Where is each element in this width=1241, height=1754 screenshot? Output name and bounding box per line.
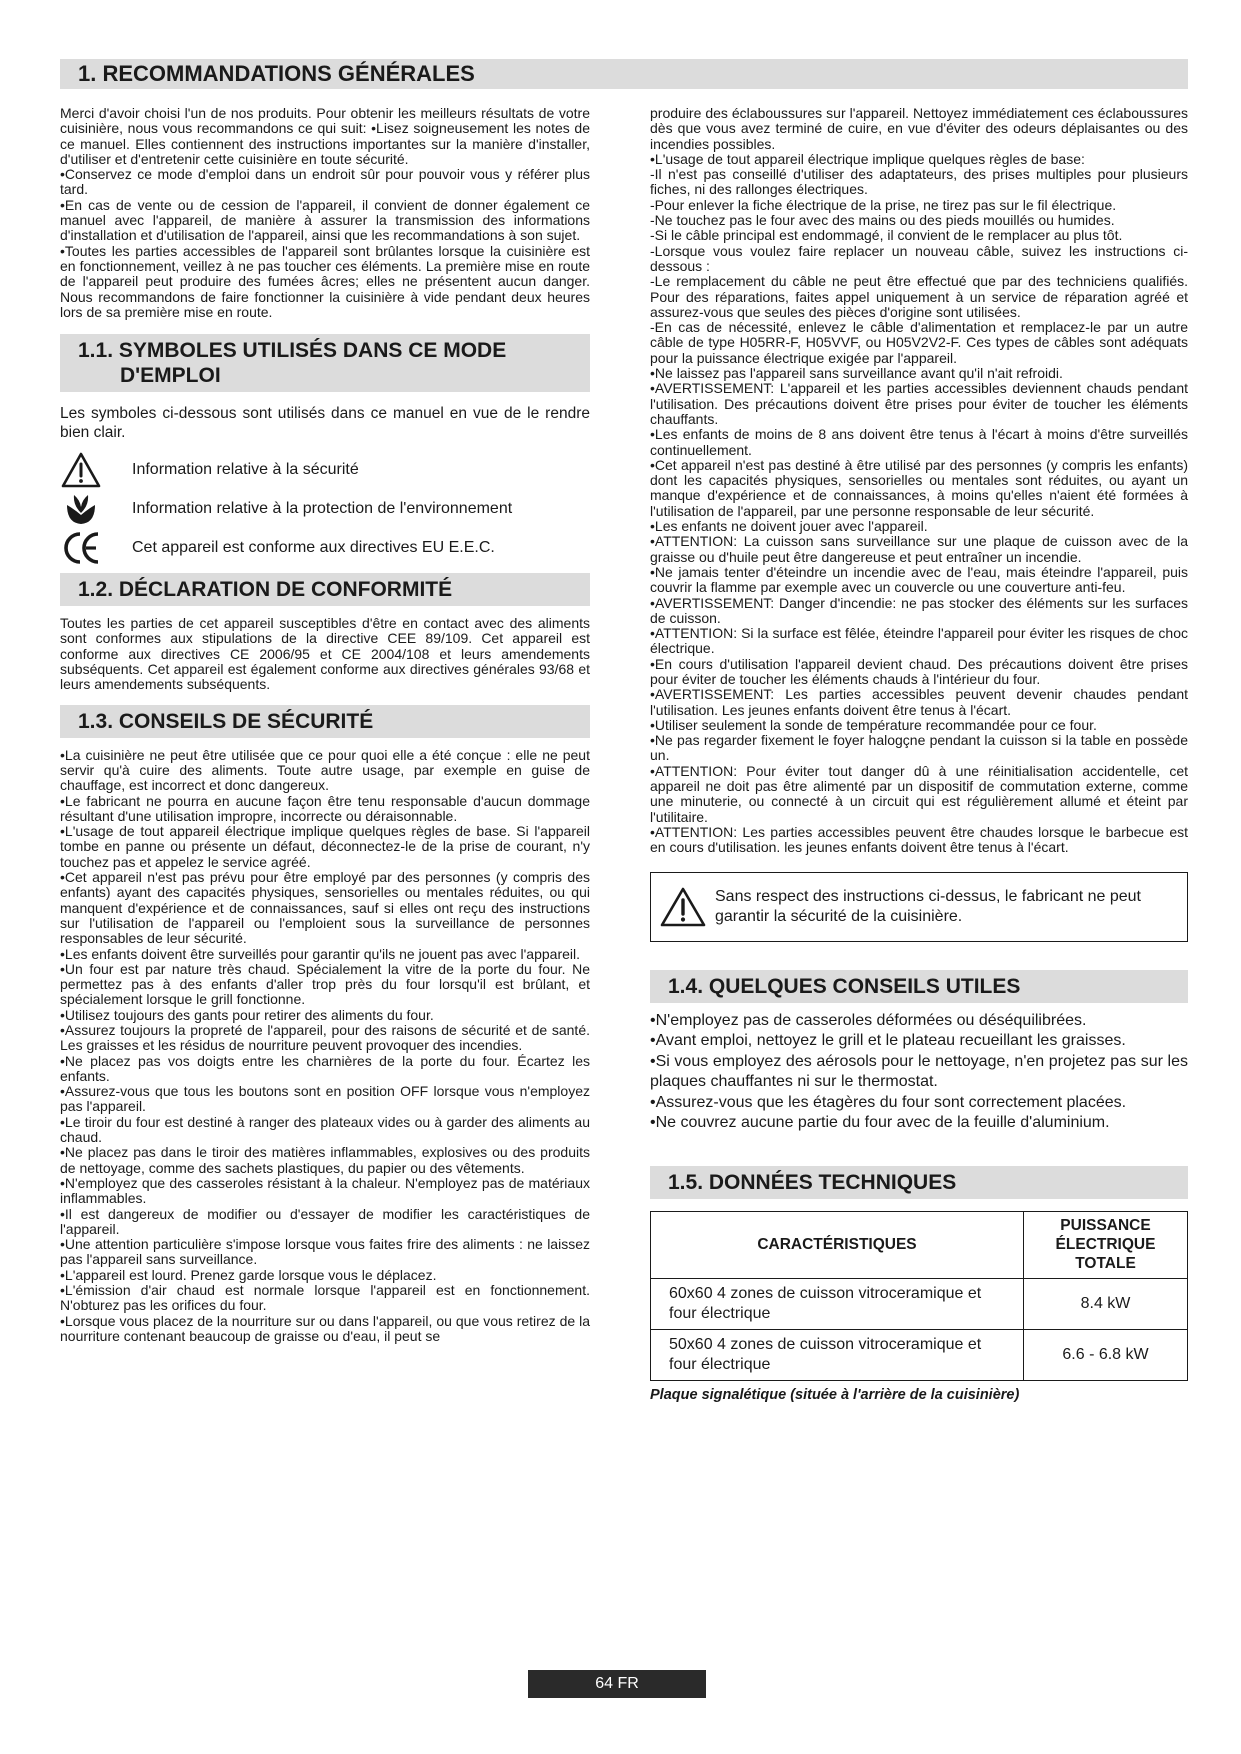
column-header-power: PUISSANCE ÉLECTRIQUE TOTALE xyxy=(1024,1211,1188,1278)
paragraph: •Une attention particulière s'impose lorsque vous faites frire des aliments : ne laissez pas l'appareil sans surveillance. xyxy=(60,1236,590,1268)
paragraph: •ATTENTION: Si la surface est fêlée, éteindre l'appareil pour éviter les risques de choc électrique. xyxy=(650,625,1188,657)
paragraph: •ATTENTION: Pour éviter tout danger dû à une réinitialisation accidentelle, cet appareil ne doit pas être alimenté par un dispositif de commutation externe, comme une minuterie, ou connecté à un circuit qui est régulièrement allumé et éteint par l'utilitaire. xyxy=(650,762,1188,825)
paragraph: •Il est dangereux de modifier ou d'essayer de modifier les caractéristiques de l'appareil. xyxy=(60,1205,590,1237)
paragraph: •Ne pas regarder fixement le foyer halogçne pendant la cuisson si la table en possède un. xyxy=(650,732,1188,764)
paragraph: Merci d'avoir choisi l'un de nos produits. Pour obtenir les meilleurs résultats de votre cuisinière, nous vous recommandons ce qui suit: •Lisez soigneusement les notes de ce manuel. Elles contiennent des instructions importantes sur la manière d'installer, d'utiliser et d'entretenir cette cuisinière en toute sécurité. xyxy=(60,105,590,167)
symbol-row-safety xyxy=(60,450,590,489)
paragraph: •En cours d'utilisation l'appareil devient chaud. Des précautions doivent être prises pour éviter de toucher les éléments chauds à l'intérieur du four. xyxy=(650,655,1188,687)
cell-characteristic: 50x60 4 zones de cuisson vitroceramique et four électrique xyxy=(651,1329,1024,1380)
paragraph: •AVERTISSEMENT: Danger d'incendie: ne pas stocker des éléments sur les surfaces de cuisson. xyxy=(650,594,1188,626)
paragraph: •L'émission d'air chaud est normale lorsque l'appareil est en fonctionnement. N'obturez pas les orifices du four. xyxy=(60,1282,590,1314)
paragraph: •L'usage de tout appareil électrique implique quelques règles de base: xyxy=(650,150,1085,167)
paragraph: •La cuisinière ne peut être utilisée que ce pour quoi elle a été conçue : elle ne peut servir qu'à cuire des aliments. Toute autre usage, par exemple en guise de chauffage, est incorrect et donc dangereux. xyxy=(60,746,590,794)
paragraph: -Il n'est pas conseillé d'utiliser des adaptateurs, des prises multiples pour plusieurs fiches, ni des rallonges électriques. xyxy=(650,166,1188,198)
paragraph: •Les enfants de moins de 8 ans doivent être tenus à l'écart à moins d'être surveillés continuellement. xyxy=(650,426,1188,458)
conformity-section-title: 1.2. DÉCLARATION DE CONFORMITÉ xyxy=(60,573,590,606)
warning-text: Sans respect des instructions ci-dessus, le fabricant ne peut garantir la sécurité de la cuisinière. xyxy=(715,887,1141,925)
paragraph: •Ne jamais tenter d'éteindre un incendie avec de l'eau, mais éteindre l'appareil, puis couvrir la flamme par exemple avec un couvercle ou une couverture anti-feu. xyxy=(650,563,1188,596)
warning-triangle-icon xyxy=(60,451,102,489)
list-item: •Assurez-vous que les étagères du four sont correctement placées. xyxy=(650,1093,1127,1111)
list-item: •Ne couvrez aucune partie du four avec de la feuille d'aluminium. xyxy=(650,1114,1110,1132)
symbol-label: Information relative à la sécurité xyxy=(132,460,359,478)
symbol-row-ce xyxy=(60,528,590,567)
page-number: 64 FR xyxy=(528,1670,706,1698)
paragraph: •Cet appareil n'est pas prévu pour être employé par des personnes (y compris des enfants) ayant des capacités physiques, sensorielles ou mentales réduites, ou qui manquent d'expérience et de connaissances, sauf si elles ont reçu des instructions sur l'utilisation de l'appareil ou l'emploient sous la surveillance de personnes responsables de leur sécurité. xyxy=(60,869,590,947)
table-caption: Plaque signalétique (située à l'arrière de la cuisinière) xyxy=(650,1386,1020,1403)
warning-box xyxy=(650,872,1188,942)
cell-power: 8.4 kW xyxy=(1024,1278,1188,1329)
paragraph: •Le tiroir du four est destiné à ranger des plateaux vides ou à garder des aliments au chaud. xyxy=(60,1113,590,1146)
symbol-label: Information relative à la protection de l'environnement xyxy=(132,499,513,517)
paragraph: -Si le câble principal est endommagé, il convient de le remplacer au plus tôt. xyxy=(650,227,1123,244)
conformity-text: Toutes les parties de cet appareil susceptibles d'être en contact avec des aliments sont conformes aux stipulations de la directive CEE 89/109. Cet appareil est conforme aux directives CE 2006/95 et CE 2004/108 et leurs amendements subséquents. Cet appareil est également conforme aux directives générales 93/68 et leurs amendements subséquents. xyxy=(60,615,590,693)
paragraph: •Assurez-vous que tous les boutons sont en position OFF lorsque vous n'employez pas l'appareil. xyxy=(60,1083,590,1115)
warning-triangle-icon xyxy=(659,888,707,926)
list-item: •N'employez pas de casseroles déformées ou déséquilibrées. xyxy=(650,1011,1087,1029)
safety-text xyxy=(60,748,590,1345)
paragraph: •Toutes les parties accessibles de l'appareil sont brûlantes lorsque la cuisinière est en fonctionnement, veillez à ne pas toucher ces éléments. La première mise en route de l'appareil peut produire des fumées âcres; elles ne présentent aucun danger. Nous recommandons de faire fonctionner la cuisinière à vide pendant deux heures lors de sa première mise en route. xyxy=(60,242,590,320)
symbols-list xyxy=(60,450,590,567)
paragraph: •L'appareil est lourd. Prenez garde lorsque vous le déplacez. xyxy=(60,1266,437,1283)
tech-section-title: 1.5. DONNÉES TECHNIQUES xyxy=(650,1166,1188,1199)
paragraph: -Ne touchez pas le four avec des mains ou des pieds mouillés ou humides. xyxy=(650,212,1115,229)
safety-section-title: 1.3. CONSEILS DE SÉCURITÉ xyxy=(60,705,590,738)
table-header-row xyxy=(651,1211,1188,1278)
ce-mark-icon xyxy=(60,529,102,567)
environment-icon xyxy=(60,490,102,528)
paragraph: •En cas de vente ou de cession de l'appareil, il convient de donner également ce manuel avec l'appareil, de manière à assurer la transmission des informations d'installation et d'utilisation de l'appareil, ainsi que les recommandations à son sujet. xyxy=(60,196,590,244)
paragraph: •Un four est par nature très chaud. Spécialement la vitre de la porte du four. Ne permettez pas à des enfants d'aller trop près du four lorsqu'il est brûlant, et spécialement lorsque le grill fonctionne. xyxy=(60,960,590,1008)
paragraph: •Cet appareil n'est pas destiné à être utilisé par des personnes (y compris les enfants) dont les capacités physiques, sensorielles ou mentales sont réduites, ou ayant un manque d'expérience et de connaissances, à moins qu'elles n'aient été formées à l'utilisation de l'appareil, par une personne responsable de leur sécurité. xyxy=(650,456,1188,519)
paragraph: •Les enfants doivent être surveillés pour garantir qu'ils ne jouent pas avec l'appareil. xyxy=(60,945,580,962)
paragraph: •Ne placez pas vos doigts entre les charnières de la porte du four. Écartez les enfants. xyxy=(60,1052,590,1084)
general-recommendations-text xyxy=(60,106,590,320)
symbols-intro: Les symboles ci-dessous sont utilisés dans ce manuel en vue de le rendre bien clair. xyxy=(60,405,590,442)
paragraph: •Utilisez toujours des gants pour retirer des aliments du four. xyxy=(60,1006,434,1023)
tips-section-title: 1.4. QUELQUES CONSEILS UTILES xyxy=(650,970,1188,1003)
paragraph: •Les enfants ne doivent jouer avec l'appareil. xyxy=(650,518,928,535)
left-column xyxy=(60,106,590,1344)
paragraph: •Le fabricant ne pourra en aucune façon être tenu responsable d'aucun dommage résultant d'une utilisation impropre, incorrecte ou déraisonnable. xyxy=(60,792,590,824)
symbols-title-line2: D'EMPLOI xyxy=(120,364,221,388)
symbols-title-line1: 1.1. SYMBOLES UTILISÉS DANS CE MODE xyxy=(78,339,507,363)
paragraph: •Utiliser seulement la sonde de température recommandée pour ce four. xyxy=(650,716,1097,733)
right-column xyxy=(650,106,1188,1403)
paragraph: •Conservez ce mode d'emploi dans un endroit sûr pour pouvoir vous y référer plus tard. xyxy=(60,166,590,198)
paragraph: •Assurez toujours la propreté de l'appareil, pour des raisons de sécurité et de santé. Les graisses et les résidus de nourriture peuvent provoquer des incendies. xyxy=(60,1021,590,1054)
paragraph: -Pour enlever la fiche électrique de la prise, ne tirez pas sur le fil électrique. xyxy=(650,196,1117,213)
column-header-characteristics: CARACTÉRISTIQUES xyxy=(651,1211,1024,1278)
cell-power: 6.6 - 6.8 kW xyxy=(1024,1329,1188,1380)
tips-list xyxy=(650,1011,1188,1134)
paragraph: •N'employez que des casseroles résistant à la chaleur. N'employez pas de matériaux inflammables. xyxy=(60,1174,590,1207)
cell-characteristic: 60x60 4 zones de cuisson vitroceramique et four électrique xyxy=(651,1278,1024,1329)
main-title: 1. RECOMMANDATIONS GÉNÉRALES xyxy=(60,59,1188,89)
list-item: •Si vous employez des aérosols pour le nettoyage, n'en projetez pas sur les plaques chauffantes ni sur le thermostat. xyxy=(650,1052,1188,1091)
table-row xyxy=(651,1329,1188,1380)
symbol-label: Cet appareil est conforme aux directives EU E.E.C. xyxy=(132,538,495,556)
paragraph: •ATTENTION: Les parties accessibles peuvent être chaudes lorsque le barbecue est en cours d'utilisation. les jeunes enfants doivent être tenus à l'écart. xyxy=(650,823,1188,856)
list-item: •Avant emploi, nettoyez le grill et le plateau recueillant les graisses. xyxy=(650,1032,1126,1050)
paragraph: •Ne laissez pas l'appareil sans surveillance avant qu'il n'ait refroidi. xyxy=(650,365,1063,382)
paragraph: •Ne placez pas dans le tiroir des matières inflammables, explosives ou des produits de nettoyage, comme des sachets plastiques, du papier ou des vêtements. xyxy=(60,1144,590,1176)
symbol-row-environment xyxy=(60,489,590,528)
paragraph: produire des éclaboussures sur l'appareil. Nettoyez immédiatement ces éclaboussures dès que vous avez terminé de cuire, en vue d'éviter des odeurs déplaisantes ou des incendies possibles. xyxy=(650,105,1188,152)
tech-table xyxy=(650,1211,1188,1381)
safety-text-continued xyxy=(650,106,1188,856)
table-row xyxy=(651,1278,1188,1329)
paragraph: •AVERTISSEMENT: L'appareil et les parties accessibles deviennent chauds pendant l'utilisation. Des précautions doivent être prises pour éviter de toucher les éléments chauffants. xyxy=(650,380,1188,427)
paragraph: -Le remplacement du câble ne peut être effectué que par des techniciens qualifiés. Pour des réparations, faites appel uniquement à un service de réparation agréé et assurez-vous que seules des pièces d'origine sont utilisées. xyxy=(650,273,1188,320)
paragraph: •ATTENTION: La cuisson sans surveillance sur une plaque de cuisson avec de la graisse ou d'huile peut être dangereuse et peut entraîner un incendie. xyxy=(650,533,1188,565)
paragraph: •L'usage de tout appareil électrique implique quelques règles de base. Si l'appareil tombe en panne ou présente un défaut, déconnectez-le de la prise de courant, n'y touchez pas et appelez le service agréé. xyxy=(60,823,590,870)
paragraph: -En cas de nécessité, enlevez le câble d'alimentation et remplacez-le par un autre câble de type H05RR-F, H05VVF, ou H05V2V2-F. Ces types de câbles sont adéquats pour la puissance électrique exigée par l'appareil. xyxy=(650,319,1188,366)
paragraph: •Lorsque vous placez de la nourriture sur ou dans l'appareil, ou que vous retirez de la nourriture contenant beaucoup de graisse ou d'eau, il peut se xyxy=(60,1312,590,1344)
paragraph: •AVERTISSEMENT: Les parties accessibles peuvent devenir chaudes pendant l'utilisation. Les jeunes enfants doivent être tenus à l'écart. xyxy=(650,686,1188,718)
paragraph: -Lorsque vous voulez faire replacer un nouveau câble, suivez les instructions ci-dessous : xyxy=(650,242,1188,274)
symbols-section-title xyxy=(60,334,590,392)
